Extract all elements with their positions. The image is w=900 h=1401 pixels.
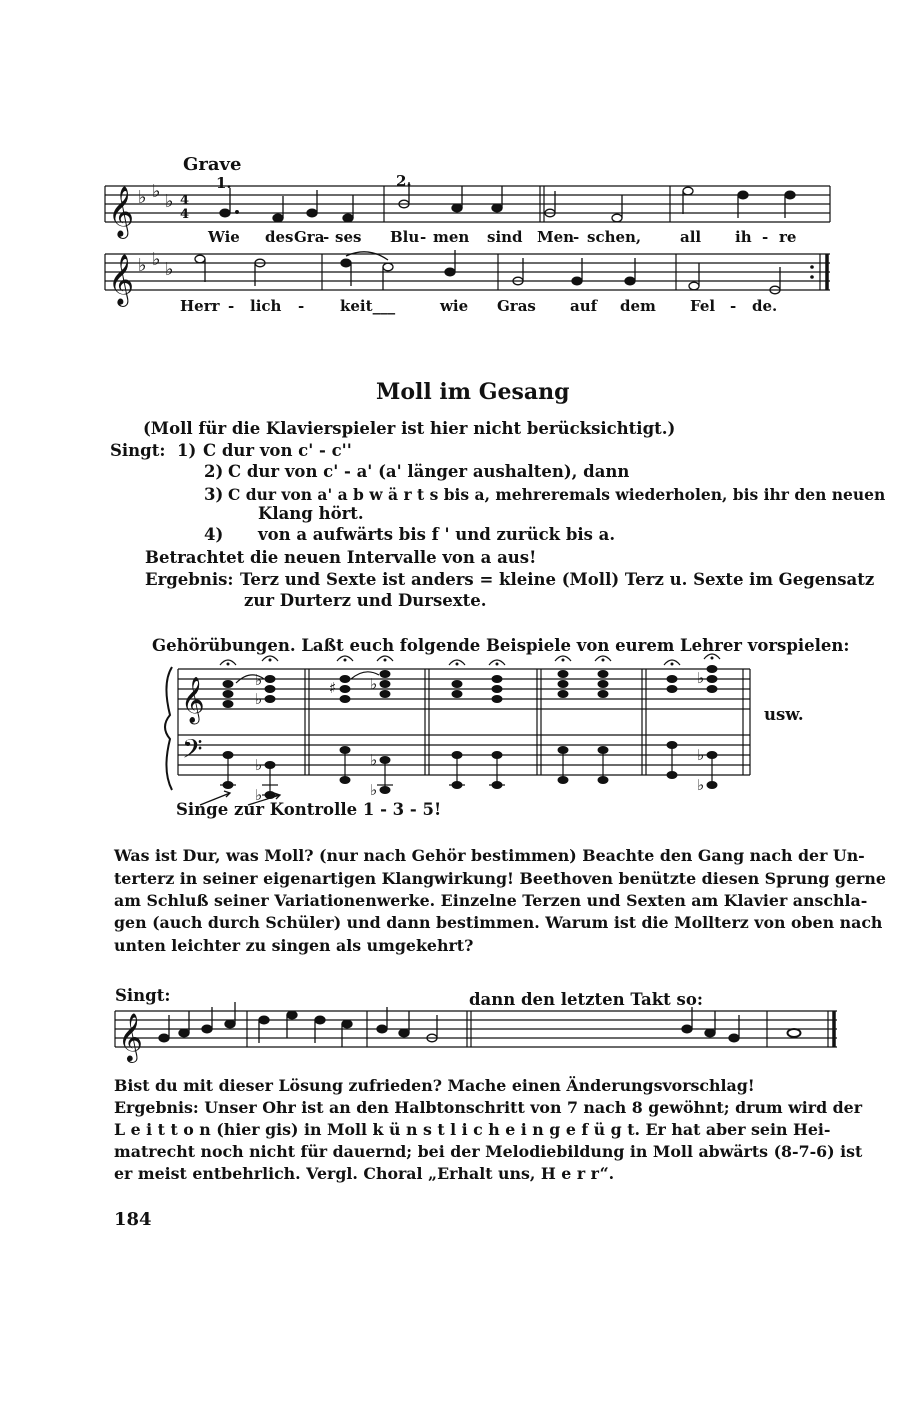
paragraph-line: am Schluß seiner Variationenwerke. Einzelne Terzen und Sexten am Klavier anschla- xyxy=(114,891,868,910)
instruction-number: 2) xyxy=(204,462,224,481)
treble-clef-icon: 𝄞 xyxy=(118,1012,143,1061)
lyric-syllable: wie xyxy=(440,297,469,315)
instruction-text: Klang hört. xyxy=(258,504,364,523)
closing-line: L e i t t o n (hier gis) in Moll k ü n s t l i c h e i n g e f ü g t. Er hat aber sein Hei- xyxy=(114,1120,831,1139)
closing-line: Ergebnis: Unser Ohr ist an den Halbtonschritt von 7 nach 8 gewöhnt; drum wird der xyxy=(114,1098,863,1117)
exercise-last-bar-label: dann den letzten Takt so: xyxy=(469,990,703,1009)
lyric-syllable: Gras xyxy=(497,297,536,315)
svg-text:♭: ♭ xyxy=(255,671,263,689)
ergebnis-line-2: zur Durterz und Dursexte. xyxy=(244,591,487,610)
section-note: (Moll für die Klavierspieler ist hier nicht berücksichtigt.) xyxy=(143,419,676,438)
closing-line: er meist entbehrlich. Vergl. Choral „Erhalt uns, H e r r“. xyxy=(114,1164,615,1183)
svg-text:♭: ♭ xyxy=(152,181,161,202)
instruction-text: von a aufwärts bis f ' und zurück bis a. xyxy=(258,525,616,544)
instruction-number: 1) xyxy=(177,441,197,460)
lyric-syllable: all xyxy=(680,228,702,246)
lyric-syllable: - xyxy=(762,228,769,246)
volta-1: 1. xyxy=(216,174,232,192)
treble-clef-icon: 𝄞 xyxy=(108,254,135,305)
lyric-syllable: lich xyxy=(250,297,282,315)
ergebnis-line-1: Terz und Sexte ist anders = kleine (Moll) Terz u. Sexte im Gegensatz xyxy=(240,570,875,589)
lyric-syllable: Herr xyxy=(180,297,220,315)
instruction-text: C dur von c' - a' (a' länger aushalten), dann xyxy=(228,462,630,481)
svg-text:♭: ♭ xyxy=(370,675,378,693)
svg-text:♭: ♭ xyxy=(697,669,705,687)
svg-text:♭: ♭ xyxy=(152,249,161,270)
lyric-syllable: dem xyxy=(620,297,656,315)
ear-training-grand-staff xyxy=(160,655,780,810)
lyric-syllable: - xyxy=(573,228,580,246)
lyric-syllable: Wie xyxy=(208,228,240,246)
svg-text:4: 4 xyxy=(180,193,190,208)
lyric-syllable: auf xyxy=(570,297,598,315)
svg-text:♭: ♭ xyxy=(255,786,263,804)
instruction-text: C dur von a' a b w ä r t s bis a, mehreremals wiederholen, bis ihr den neuen xyxy=(228,485,886,504)
lyric-syllable: ses xyxy=(335,228,362,246)
svg-text:♯: ♯ xyxy=(329,679,337,697)
svg-text:♭: ♭ xyxy=(370,751,378,769)
treble-clef-icon: 𝄞 xyxy=(108,186,135,237)
closing-line: matrecht noch nicht für dauernd; bei der Melodiebildung in Moll abwärts (8-7-6) ist xyxy=(114,1142,863,1161)
instruction-number: 4) xyxy=(204,525,224,544)
lyric-syllable: keit___ xyxy=(340,297,396,315)
lyric-syllable: Blu xyxy=(390,228,420,246)
section-title: Moll im Gesang xyxy=(376,379,570,405)
svg-text:♭: ♭ xyxy=(165,259,174,280)
svg-text:♭: ♭ xyxy=(165,191,174,212)
ear-training-heading: Gehörübungen. Laßt euch folgende Beispiele von eurem Lehrer vorspielen: xyxy=(152,636,850,655)
svg-text:♭: ♭ xyxy=(138,255,147,276)
lyric-syllable: de. xyxy=(752,297,778,315)
ergebnis-label: Ergebnis: xyxy=(145,570,234,589)
exercise-staff xyxy=(112,1005,852,1065)
volta-2: 2. xyxy=(396,172,412,190)
svg-text:♭: ♭ xyxy=(697,776,705,794)
treble-clef-icon: 𝄞 xyxy=(181,677,205,723)
lyric-syllable: - xyxy=(420,228,427,246)
singt-label: Singt: xyxy=(110,441,166,460)
lyric-syllable: - xyxy=(228,297,235,315)
exercise-singt-label: Singt: xyxy=(115,986,171,1005)
bass-clef-icon: 𝄢 xyxy=(182,733,203,771)
betrachtet-line: Betrachtet die neuen Intervalle von a aus! xyxy=(145,548,537,567)
lyric-syllable: - xyxy=(298,297,305,315)
lyric-syllable: des xyxy=(265,228,294,246)
closing-line: Bist du mit dieser Lösung zufrieden? Mache einen Änderungsvorschlag! xyxy=(114,1076,755,1095)
lyric-syllable: schen, xyxy=(587,228,642,246)
paragraph-line: gen (auch durch Schüler) und dann bestimmen. Warum ist die Mollterz von oben nach xyxy=(114,913,883,932)
svg-text:4: 4 xyxy=(180,207,190,222)
lyric-syllable: ih xyxy=(735,228,752,246)
instruction-text: C dur von c' - c'' xyxy=(203,441,352,460)
svg-text:♭: ♭ xyxy=(138,187,147,208)
lyric-syllable: sind xyxy=(487,228,523,246)
paragraph-line: terterz in seiner eigenartigen Klangwirkung! Beethoven benützte diesen Sprung gerne xyxy=(114,869,886,888)
svg-text:♭: ♭ xyxy=(697,746,705,764)
paragraph-line: Was ist Dur, was Moll? (nur nach Gehör bestimmen) Beachte den Gang nach der Un- xyxy=(114,846,865,865)
svg-text:♭: ♭ xyxy=(255,756,263,774)
lyric-syllable: - xyxy=(730,297,737,315)
paragraph-line: unten leichter zu singen als umgekehrt? xyxy=(114,936,474,955)
lyric-syllable: Gra xyxy=(294,228,325,246)
ear-training-caption: Singe zur Kontrolle 1 - 3 - 5! xyxy=(176,800,442,819)
svg-text:♭: ♭ xyxy=(255,690,263,708)
lyric-syllable: Fel xyxy=(690,297,716,315)
instruction-number: 3) xyxy=(204,485,224,504)
page-number: 184 xyxy=(114,1209,152,1230)
lyric-syllable: re xyxy=(779,228,797,246)
lyric-syllable: men xyxy=(433,228,470,246)
lyric-syllable: Men xyxy=(537,228,575,246)
usw-label: usw. xyxy=(764,705,804,724)
lyric-syllable: - xyxy=(323,228,330,246)
tempo-marking: Grave xyxy=(183,154,242,175)
svg-text:♭: ♭ xyxy=(370,781,378,799)
